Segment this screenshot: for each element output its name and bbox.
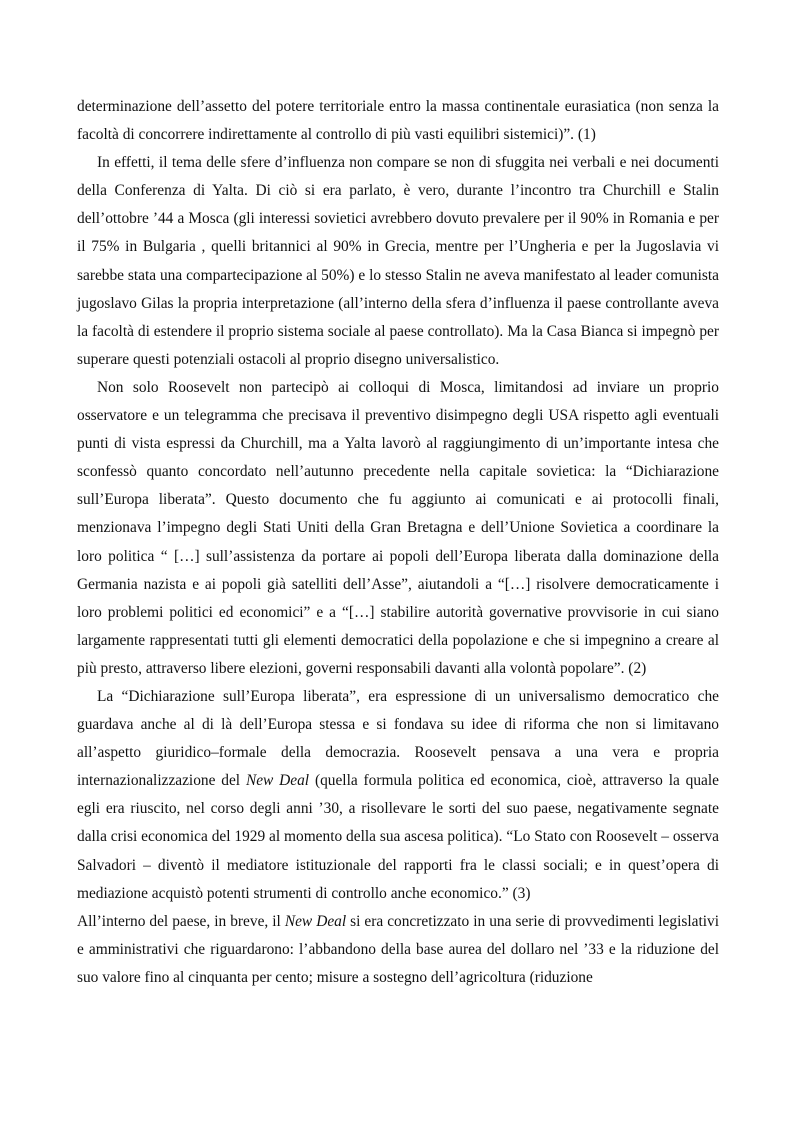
text-segment: Non solo Roosevelt non partecipò ai colloqui di Mosca, limitandosi ad inviare un proprio osservatore e un telegramma che precisava il preventivo disimpegno degli USA rispetto agli eventuali punti di vista espressi da Churchill, ma a Yalta lavorò al raggiungimento di un’importante intesa che sconfessò quanto concordato nell’autunno precedente nella capitale sovietica: la “Dichiarazione sull’Europa liberata”. Questo documento che fu aggiunto ai comunicati e ai protocolli finali, menzionava l’impegno degli Stati Uniti della Gran Bretagna e dell’Unione Sovietica a coordinare la loro politica “ […] sull’assistenza da portare ai popoli dell’Europa liberata dalla dominazione della Germania nazista e ai popoli già satelliti dell’Asse”, aiutandoli a “[…] risolvere democraticamente i loro problemi politici ed economici” e a “[…] stabilire autorità governative provvisorie in cui siano largamente rappresentati tutti gli elementi democratici della popolazione e che si impegnino a creare al più presto, attraverso libere elezioni, governi responsabili davanti alla volontà popolare”. (2) bbox=[77, 378, 719, 677]
text-segment: determinazione dell’assetto del potere territoriale entro la massa continentale eurasiatica (non senza la facoltà di concorrere indirettamente al controllo di più vasti equilibri sistemici)”. (1) bbox=[77, 98, 719, 144]
italic-term-new-deal: New Deal bbox=[245, 772, 310, 790]
text-segment: (quella formula politica ed economica, cioè, attraverso la quale egli era riuscito, nel corso degli anni ’30, a risollevare le sorti del suo paese, negativamente segnate dalla crisi economica del 1929 al momento della sua ascesa politica). “Lo Stato con Roosevelt – osserva Salvadori – diventò il mediatore istituzionale del rapporti fra le classi sociali; e in quest’opera di mediazione acquistò potenti strumenti di controllo anche economico.” (3) bbox=[77, 772, 719, 902]
body-text bbox=[77, 93, 719, 992]
italic-term-new-deal: New Deal bbox=[284, 912, 347, 930]
paragraph-new-deal-domestic bbox=[77, 908, 719, 992]
paragraph-roosevelt-yalta bbox=[77, 374, 719, 683]
text-segment: si era concretizzato in una serie di provvedimenti legislativi e amministrativi che riguardarono: l’abbandono della base aurea del dollaro nel ’33 e la riduzione del suo valore fino al cinquanta per cento; misure a sostegno dell’agricoltura (riduzione bbox=[77, 912, 719, 986]
text-segment: La “Dichiarazione sull’Europa liberata”, era espressione di un universalismo democratico che guardava anche al di là dell’Europa stessa e si fondava su idee di riforma che non si limitavano all’aspetto giuridico–formale della democrazia. Roosevelt pensava a una vera e propria internazionalizzazione del bbox=[77, 687, 719, 790]
paragraph-continuation bbox=[77, 93, 719, 149]
paragraph-spheres-of-influence bbox=[77, 149, 719, 374]
text-segment: All’interno del paese, in breve, il bbox=[77, 912, 285, 930]
paragraph-declaration-liberated-europe bbox=[77, 683, 719, 908]
text-segment: In effetti, il tema delle sfere d’influenza non compare se non di sfuggita nei verbali e nei documenti della Conferenza di Yalta. Di ciò si era parlato, è vero, durante l’incontro tra Churchill e Stalin dell’ottobre ’44 a Mosca (gli interessi sovietici avrebbero dovuto prevalere per il 90% in Romania e per il 75% in Bulgaria , quelli britannici al 90% in Grecia, mentre per l’Ungheria e per la Jugoslavia vi sarebbe stata una compartecipazione al 50%) e lo stesso Stalin ne aveva manifestato al leader comunista jugoslavo Gilas la propria interpretazione (all’interno della sfera d’influenza il paese controllante aveva la facoltà di estendere il proprio sistema sociale al paese controllato). Ma la Casa Bianca si impegnò per superare questi potenziali ostacoli al proprio disegno universalistico. bbox=[77, 154, 719, 368]
